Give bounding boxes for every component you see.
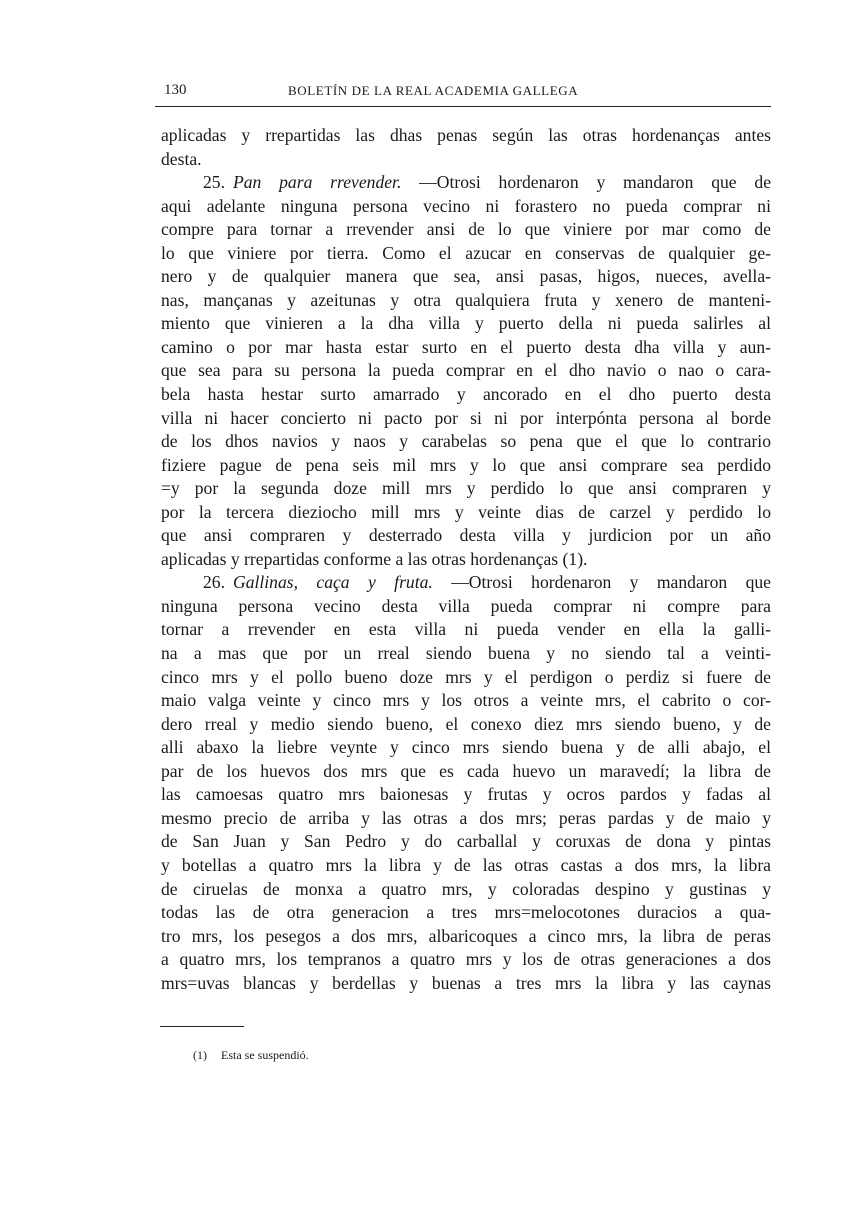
header-rule xyxy=(155,106,771,107)
text-line: mrs=uvas blancas y berdellas y buenas a tres mrs la libra y las caynas xyxy=(161,972,771,993)
page-number: 130 xyxy=(164,82,187,98)
text-line: villa ni hacer concierto ni pacto por si ni por interpónta persona al borde xyxy=(161,407,771,428)
text-line: lo que viniere por tierra. Como el azucar en conservas de qualquier ge- xyxy=(161,242,771,263)
section-rubric: Gallinas, caça y fruta. xyxy=(233,572,433,593)
text-line: fiziere pague de pena seis mil mrs y lo que ansi comprare sea perdido xyxy=(161,454,771,475)
section-26-heading-line xyxy=(161,571,771,595)
text-line: a quatro mrs, los tempranos a quatro mrs y los de otras generaciones a dos xyxy=(161,949,771,970)
text-line: maio valga veinte y cinco mrs y los otros a veinte mrs, el cabrito o cor- xyxy=(161,690,771,711)
text-line: nero y de qualquier manera que sea, ansi pasas, higos, nueces, avella- xyxy=(161,266,771,287)
text-line: mesmo precio de arriba y las otras a dos mrs; peras pardas y de maio y xyxy=(161,807,771,828)
section-rubric: Pan para rrevender. xyxy=(233,172,402,193)
text-line: aplicadas y rrepartidas las dhas penas según las otras hordenanças antes xyxy=(161,125,771,145)
text-line: nas, mançanas y azeitunas y otra qualquiera fruta y xenero de manteni- xyxy=(161,289,771,310)
text-line: aqui adelante ninguna persona vecino ni forastero no pueda comprar ni xyxy=(161,195,771,216)
text-line: camino o por mar hasta estar surto en el puerto desta dha villa y aun- xyxy=(161,336,771,357)
text-line: todas las de otra generacion a tres mrs=melocotones duracios a qua- xyxy=(161,902,771,923)
text-line: alli abaxo la liebre veynte y cinco mrs siendo buena y de alli abajo, el xyxy=(161,737,771,758)
footnote xyxy=(193,1048,309,1063)
section-number: 26. xyxy=(203,572,225,593)
section-25-body xyxy=(161,195,771,572)
footnote-rule xyxy=(160,1026,244,1027)
text-line: que sea para su persona la pueda comprar en el dho navio o nao o cara- xyxy=(161,360,771,381)
heading-line-text: —Otrosi hordenaron y mandaron que xyxy=(451,572,771,593)
section-number: 25. xyxy=(203,172,225,193)
text-line: miento que vinieren a la dha villa y puerto della ni pueda salirles al xyxy=(161,313,771,334)
text-line: desta. xyxy=(161,148,202,169)
text-line: dero rreal y medio siendo bueno, el conexo diez mrs siendo bueno, y de xyxy=(161,713,771,734)
section-26-body xyxy=(161,595,771,995)
footnote-text: Esta se suspendió. xyxy=(221,1048,309,1062)
text-line: por la tercera dieziocho mill mrs y veinte dias de carzel y perdido lo xyxy=(161,501,771,522)
text-line: tro mrs, los pesegos a dos mrs, albaricoques a cinco mrs, la libra de peras xyxy=(161,925,771,946)
text-line: que ansi compraren y desterrado desta villa y jurdicion por un año xyxy=(161,525,771,546)
text-line: tornar a rrevender en esta villa ni pueda vender en ella la galli- xyxy=(161,619,771,640)
text-line: bela hasta hestar surto amarrado y ancorado en el dho puerto desta xyxy=(161,384,771,405)
running-head xyxy=(160,82,770,104)
text-line: =y por la segunda doze mill mrs y perdido lo que ansi compraren y xyxy=(161,478,771,499)
text-line: na a mas que por un rreal siendo buena y no siendo tal a veinti- xyxy=(161,643,771,664)
footnote-mark: (1) xyxy=(193,1048,207,1062)
text-line: par de los huevos dos mrs que es cada huevo un maravedí; la libra de xyxy=(161,760,771,781)
text-line: aplicadas y rrepartidas conforme a las otras hordenanças (1). xyxy=(161,548,588,569)
text-line: y botellas a quatro mrs la libra y de las otras castas a dos mrs, la libra xyxy=(161,854,771,875)
section-25-heading-line xyxy=(161,171,771,195)
text-line: las camoesas quatro mrs baionesas y frutas y ocros pardos y fadas al xyxy=(161,784,771,805)
heading-line-text: —Otrosi hordenaron y mandaron que de xyxy=(419,172,771,193)
text-line: de ciruelas de monxa a quatro mrs, y coloradas despino y gustinas y xyxy=(161,878,771,899)
text-line: cinco mrs y el pollo bueno doze mrs y el perdigon o perdiz si fuere de xyxy=(161,666,771,687)
text-line: de San Juan y San Pedro y do carballal y coruxas de dona y pintas xyxy=(161,831,771,852)
text-line: de los dhos navios y naos y carabelas so pena que el que lo contrario xyxy=(161,431,771,452)
body-text xyxy=(161,124,771,995)
text-line: ninguna persona vecino desta villa pueda comprar ni compre para xyxy=(161,595,771,616)
text-line: compre para tornar a rrevender ansi de lo que viniere por mar como de xyxy=(161,219,771,240)
running-title: BOLETÍN DE LA REAL ACADEMIA GALLEGA xyxy=(288,83,579,98)
